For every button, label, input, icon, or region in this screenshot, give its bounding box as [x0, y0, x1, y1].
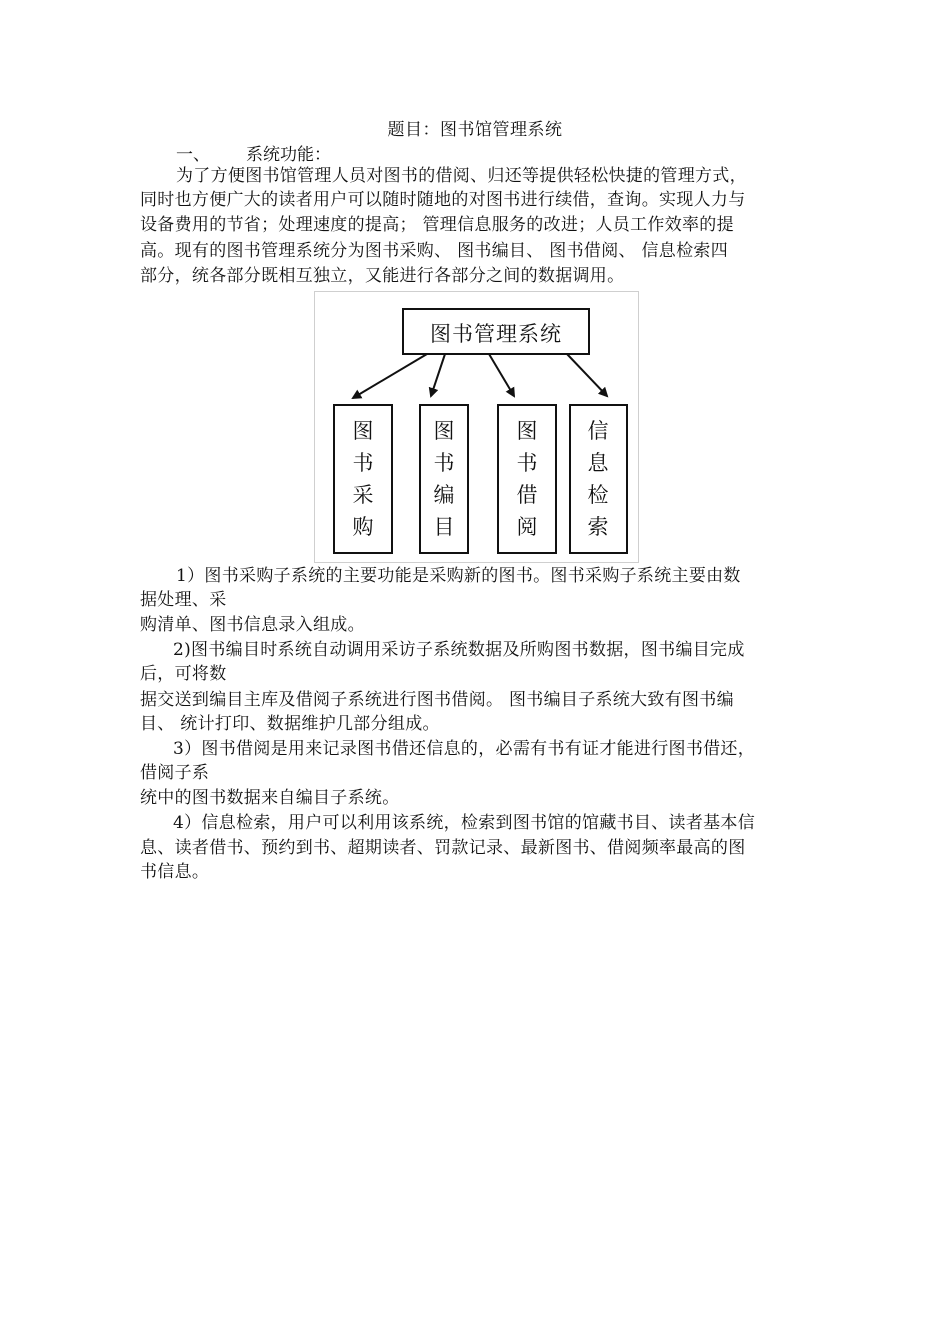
intro-line: 部分，统各部分既相互独立，又能进行各部分之间的数据调用。 — [140, 266, 625, 286]
arrow-to-search — [567, 354, 607, 396]
body-line: 2)图书编目时系统自动调用采访子系统数据及所购图书数据，图书编目完成 — [173, 640, 745, 660]
section-heading-text: 系统功能： — [246, 145, 331, 165]
body-line: 4）信息检索，用户可以利用该系统，检索到图书馆的馆藏书目、读者基本信 — [173, 813, 756, 833]
intro-line: 高。现有的图书管理系统分为图书采购、 图书编目、 图书借阅、 信息检索四 — [140, 241, 729, 261]
body-line: 据处理、采 — [140, 590, 227, 610]
body-line: 书信息。 — [140, 862, 210, 882]
document-title: 题目：图书馆管理系统 — [387, 120, 563, 140]
body-line: 3）图书借阅是用来记录图书借还信息的，必需有书有证才能进行图书借还， — [173, 739, 756, 759]
child-label-catalog: 图 书 编 目 — [433, 419, 455, 539]
intro-line: 为了方便图书馆管理人员对图书的借阅、归还等提供轻松快捷的管理方式， — [176, 166, 747, 186]
body-line: 后，可将数 — [140, 664, 227, 684]
arrow-to-purchase — [353, 354, 427, 398]
arrow-to-catalog — [431, 354, 445, 396]
child-label-borrow: 图 书 借 阅 — [516, 419, 538, 539]
body-line: 目、 统计打印、数据维护几部分组成。 — [140, 714, 440, 734]
root-label: 图书管理系统 — [430, 322, 562, 346]
body-line: 1）图书采购子系统的主要功能是采购新的图书。图书采购子系统主要由数 — [176, 566, 741, 586]
body-line: 借阅子系 — [140, 763, 210, 783]
body-line: 息、读者借书、预约到书、超期读者、罚款记录、最新图书、借阅频率最高的图 — [140, 838, 746, 858]
section-heading — [176, 140, 331, 165]
child-label-purchase: 图 书 采 购 — [352, 419, 374, 539]
child-label-search: 信 息 检 索 — [587, 419, 609, 539]
arrow-to-borrow — [489, 354, 514, 396]
section-number: 一、 — [176, 145, 210, 165]
body-line: 统中的图书数据来自编目子系统。 — [140, 788, 400, 808]
system-structure-diagram — [314, 291, 639, 563]
intro-line: 同时也方便广大的读者用户可以随时随地的对图书进行续借，查询。实现人力与 — [140, 190, 746, 210]
body-line: 购清单、图书信息录入组成。 — [140, 615, 365, 635]
intro-line: 设备费用的节省；处理速度的提高； 管理信息服务的改进；人员工作效率的提 — [140, 215, 734, 235]
body-line: 据交送到编目主库及借阅子系统进行图书借阅。 图书编目子系统大致有图书编 — [140, 690, 734, 710]
